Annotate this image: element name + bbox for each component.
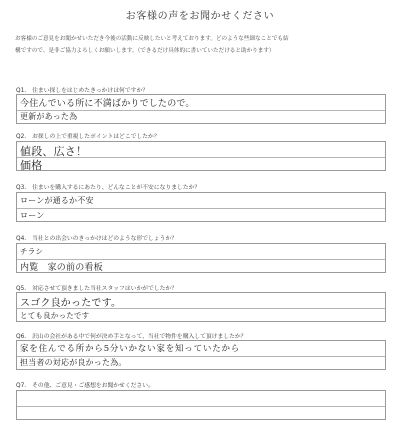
answer-box-7[interactable] [16,390,386,420]
answer-3-line-1: ローンが通るか不安 [20,196,94,205]
answer-6-line-2: 担当者の対応が良かった為。 [20,358,127,367]
question-3 [16,182,386,191]
answer-1-line-1: 今住んでいる所に不満ばかりでしたので。 [20,99,195,109]
answer-4-line-1: チラシ [20,247,44,256]
question-text: お探しの上で重視したポイントはどこでしたか？ [32,134,160,140]
answer-2-line-1: 値段、広さ！ [20,145,88,158]
question-text: 対応させて頂きました当社スタッフはいかがでしたか？ [32,286,178,292]
answer-5-line-1: スゴク良かったです。 [20,298,122,309]
answer-box-2[interactable] [16,141,386,171]
question-number: Q6. [16,334,27,340]
question-text: 住まいを購入するにあたり、どんなことが不安になりましたか？ [32,185,201,191]
answer-box-3[interactable] [16,192,386,222]
answer-1-line-2: 更新があった為 [20,112,78,121]
answer-box-4[interactable] [16,243,386,273]
question-1 [16,85,386,94]
intro-text [15,33,387,57]
question-number: Q2. [16,134,27,140]
answer-6-line-1: 家を住んでる所から5分いかない家を知っていたから [20,344,241,354]
question-text: 沢山の会社がある中で何が決め手となって、当社で物件を購入して頂けましたか？ [32,334,247,340]
question-6 [16,331,386,340]
answer-box-1[interactable] [16,94,386,124]
page-title: お客様の声をお聞かせください [125,11,275,22]
question-number: Q1. [16,88,27,94]
question-number: Q4. [16,236,27,242]
question-text: その他、ご意見・ご感想をお聞かせください。 [32,383,154,389]
question-5 [16,283,386,292]
answer-box-5[interactable] [16,292,386,322]
question-text: 住まい探しをはじめたきっかけは何ですか？ [32,88,149,94]
intro-line-2: 構ですので、是非ご協力よろしくお願いします。（できるだけ具体的に書いていただけると助かります） [15,48,275,54]
question-7 [16,380,386,389]
question-4 [16,233,386,242]
scan-mark: . [385,326,386,330]
question-text: 当社との出会いのきっかけはどのような形でしょうか？ [32,236,178,242]
answer-box-6[interactable] [16,340,386,370]
question-number: Q7. [16,383,27,389]
question-number: Q5. [16,286,27,292]
question-2 [16,131,386,140]
answer-3-line-2: ローン [20,211,45,220]
question-number: Q3. [16,185,27,191]
answer-2-line-2: 価格 [20,159,43,172]
answer-4-line-2: 内覧 家の前の看板 [20,263,103,273]
intro-line-1: お客様のご意見をお聞かせいただき今後の活動に反映したいと考えております。どのような些細なことでも結 [15,36,289,42]
answer-5-line-2: とても良かったです [20,311,90,320]
